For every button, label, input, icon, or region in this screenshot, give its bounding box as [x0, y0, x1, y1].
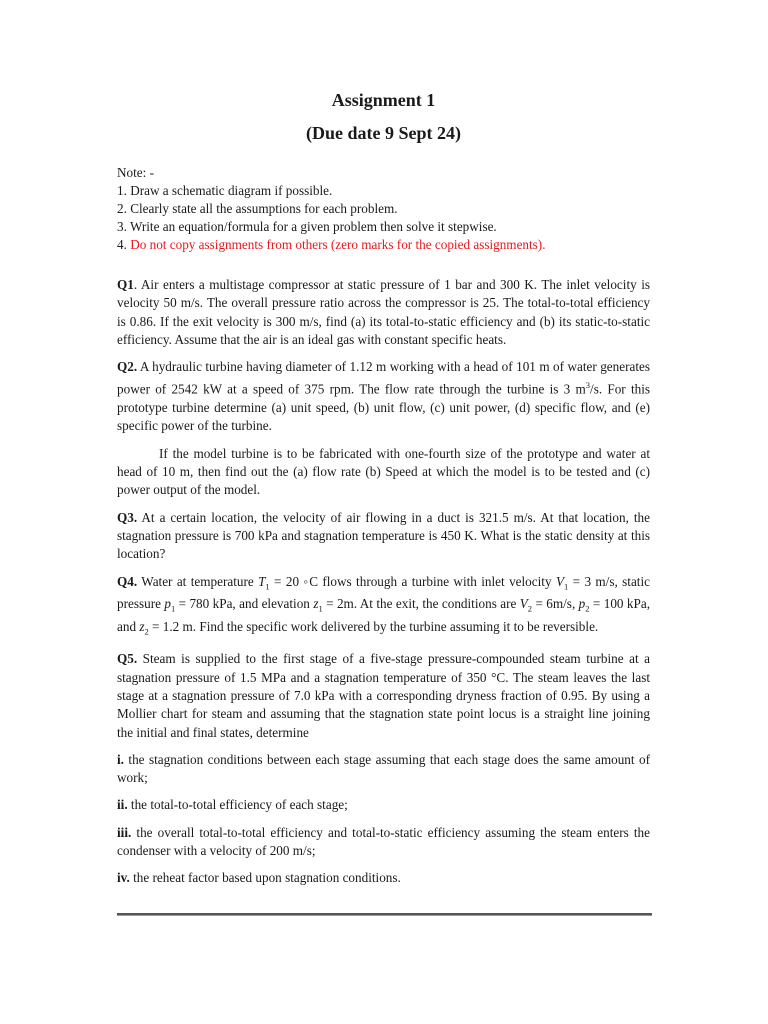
question-5-part-iv [117, 869, 650, 887]
question-5-part-iii [117, 824, 650, 861]
subscript: 1 [564, 581, 569, 592]
question-4 [117, 573, 650, 642]
part-text: the overall total-to-total efficiency and total-to-static efficiency assuming the steam enters the condenser with a velocity of 200 m/s; [117, 824, 650, 859]
subscript: 1 [318, 604, 323, 615]
var-p: p [164, 596, 171, 612]
question-label: Q1 [117, 277, 134, 292]
question-text: = 6m/s, [532, 596, 579, 612]
question-3 [117, 509, 650, 564]
question-2 [117, 358, 650, 436]
question-text: Water at temperature [137, 573, 259, 589]
question-text: = 2m. At the exit, the conditions are [322, 596, 520, 612]
question-label: Q3. [117, 509, 138, 525]
subscript: 2 [585, 604, 590, 615]
part-text: the reheat factor based upon stagnation conditions. [129, 870, 401, 886]
notes-section [117, 164, 650, 254]
question-5-part-i [117, 751, 650, 788]
question-5 [117, 650, 650, 741]
part-label: i. [117, 751, 124, 767]
question-5-part-ii [117, 796, 650, 814]
warning-text: Do not copy assignments from others (zero marks for the copied assignments). [130, 237, 546, 252]
part-label: iv. [117, 870, 130, 886]
question-text: = 780 kPa, and elevation [175, 596, 314, 612]
subscript: 2 [527, 604, 533, 615]
due-date: (Due date 9 Sept 24) [306, 123, 461, 143]
question-1 [117, 276, 650, 349]
footer-divider [117, 913, 652, 916]
question-text: = 3 m/s, static pressure [117, 573, 650, 612]
question-text: At a certain location, the velocity of air flowing in a duct is 321.5 m/s. At that location, the stagnation pressure is 700 kPa and stagnation temperature is 450 K. What is the static density at this location? [117, 509, 650, 562]
assignment-title: Assignment 1 [331, 90, 436, 110]
question-2-model: If the model turbine is to be fabricated with one-fourth size of the prototype and water at head of 10 m, then find out the (a) flow rate (b) Speed at which the model is to be tested and (c) power output of the model. [117, 445, 650, 498]
var-p: p [578, 596, 586, 612]
part-text: the stagnation conditions between each stage assuming that each stage does the same amount of work; [117, 751, 650, 786]
note-item: 1. Draw a schematic diagram if possible. [117, 183, 333, 198]
var-V: V [519, 596, 528, 612]
superscript: 3 [585, 380, 591, 391]
notes-heading: Note: - [117, 165, 154, 180]
question-label: Q5. [117, 651, 138, 667]
question-text: = 20 ◦C flows through a turbine with inlet velocity [269, 573, 556, 589]
note-item-warning: 4. Do not copy assignments from others (zero marks for the copied assignments). [117, 237, 546, 252]
var-z: z [139, 619, 145, 635]
var-z: z [313, 596, 319, 612]
header [117, 84, 650, 150]
question-text-cont: /s. For this prototype turbine determine (a) unit speed, (b) unit flow, (c) unit power, (d) specific flow, and (e) specific power of the turbine. [117, 381, 651, 434]
note-item: 2. Clearly state all the assumptions for each problem. [117, 201, 398, 216]
subscript: 1 [265, 581, 270, 592]
part-label: ii. [117, 797, 128, 813]
question-text: = 100 kPa, and [117, 596, 651, 635]
question-label: Q2. [117, 359, 138, 375]
question-text: Steam is supplied to the first stage of a five-stage pressure-compounded steam turbine at a stagnation pressure of 1.5 MPa and a stagnation temperature of 350 °C. The steam leaves the last stage at a stagnation pressure of 7.0 kPa with a corresponding dryness fraction of 0.95. By using a Mollier chart for steam and assuming that the stagnation state point locus is a straight line joining the initial and final states, determine [117, 651, 650, 740]
subscript: 1 [170, 604, 176, 615]
note-item: 3. Write an equation/formula for a given problem then solve it stepwise. [117, 219, 497, 234]
question-label: Q4. [117, 573, 138, 589]
question-text: A hydraulic turbine having diameter of 1.12 m working with a head of 101 m of water generates power of 2542 kW at a speed of 375 rpm. The flow rate through the turbine is 3 m [117, 359, 650, 397]
question-text: . Air enters a multistage compressor at static pressure of 1 bar and 300 K. The inlet velocity is velocity 50 m/s. The overall pressure ratio across the compressor is 25. The total-to-total efficiency is 0.86. If the exit velocity is 300 m/s, find (a) its total-to-static efficiency and (b) its static-to-static efficiency. Assume that the air is an ideal gas with constant specific heats. [117, 277, 650, 347]
part-text: the total-to-total efficiency of each stage; [127, 797, 348, 813]
part-label: iii. [117, 824, 132, 840]
assignment-page [117, 84, 650, 897]
question-text: = 1.2 m. Find the specific work delivered by the turbine assuming it to be reversible. [148, 619, 599, 635]
var-T: T [258, 573, 266, 589]
subscript: 2 [144, 627, 149, 638]
var-V: V [555, 573, 564, 589]
